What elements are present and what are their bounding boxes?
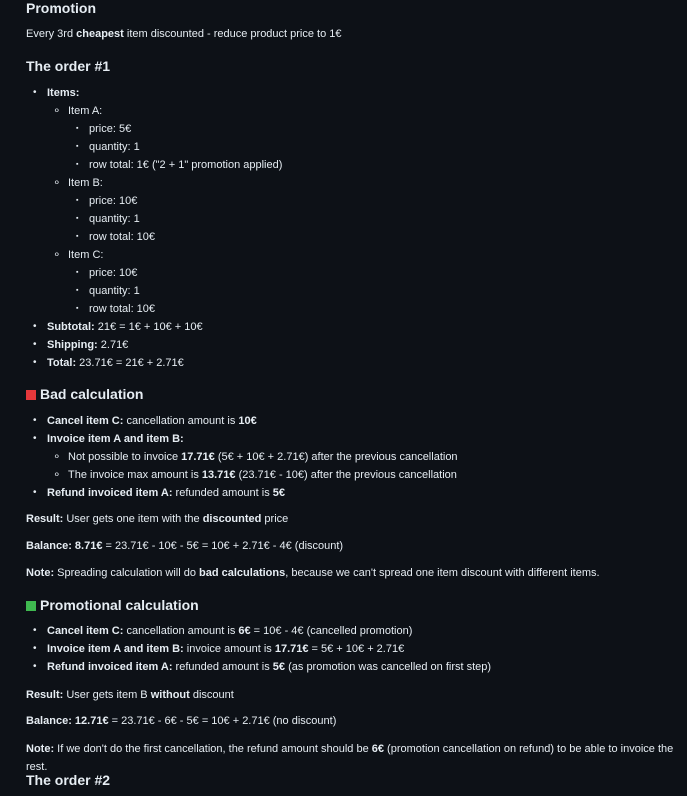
bad-invoice-sub1: ∘ Not possible to invoice 17.71€ (5€ + 10€ + 2.71€) after the previous cancellation (47, 448, 458, 466)
shipping-line: • Shipping: 2.71€ (26, 336, 282, 354)
order1-heading: The order #1 (26, 58, 111, 74)
item-a-quantity: ▪ quantity: 1 (68, 138, 282, 156)
item-a-row-total: ▪ row total: 1€ ("2 + 1" promotion applied) (68, 156, 282, 174)
item-c-price: ▪ price: 10€ (68, 264, 282, 282)
item-b: ∘ Item B: ▪ price: 10€ ▪ quantity: 1 ▪ row total: 10€ (47, 174, 282, 246)
good-invoice-line: • Invoice item A and item B: invoice amount is 17.71€ = 5€ + 10€ + 2.71€ (26, 640, 491, 658)
item-b-row-total: ▪ row total: 10€ (68, 228, 282, 246)
promotional-calculation-list (26, 622, 491, 676)
bad-cancel-line: • Cancel item C: cancellation amount is 10€ (26, 412, 458, 430)
bad-result: Result: User gets one item with the discounted price (26, 513, 289, 525)
subtotal-line: • Subtotal: 21€ = 1€ + 10€ + 10€ (26, 318, 282, 336)
good-balance: Balance: 12.71€ = 23.71€ - 6€ - 5€ = 10€ + 2.71€ (no discount) (26, 715, 337, 727)
good-refund-line: • Refund invoiced item A: refunded amount is 5€ (as promotion was cancelled on first step) (26, 658, 491, 676)
good-cancel-line: • Cancel item C: cancellation amount is 6€ = 10€ - 4€ (cancelled promotion) (26, 622, 491, 640)
order1-list (26, 84, 282, 372)
item-c: ∘ Item C: ▪ price: 10€ ▪ quantity: 1 ▪ row total: 10€ (47, 246, 282, 318)
item-a-price: ▪ price: 5€ (68, 120, 282, 138)
order2-heading: The order #2 (26, 772, 111, 788)
bad-refund-line: • Refund invoiced item A: refunded amount is 5€ (26, 484, 458, 502)
item-a: ∘ Item A: ▪ price: 5€ ▪ quantity: 1 ▪ row total: 1€ ("2 + 1" promotion applied) (47, 102, 282, 174)
green-square-icon (26, 601, 36, 611)
promotion-heading: Promotion (26, 0, 96, 16)
bad-calculation-heading: Bad calculation (26, 386, 143, 410)
items-sublist (47, 102, 282, 318)
bad-calculation-list (26, 412, 458, 502)
item-c-row-total: ▪ row total: 10€ (68, 300, 282, 318)
item-c-quantity: ▪ quantity: 1 (68, 282, 282, 300)
promotion-description: Every 3rd cheapest item discounted - reduce product price to 1€ (26, 28, 342, 40)
good-result: Result: User gets item B without discount (26, 689, 234, 701)
item-b-quantity: ▪ quantity: 1 (68, 210, 282, 228)
bad-invoice-line: • Invoice item A and item B: ∘ Not possible to invoice 17.71€ (5€ + 10€ + 2.71€) after the previous cancellation ∘ The invoice max amount is 13.71€ (23.71€ - 10€) after the previous cancellation (26, 430, 458, 484)
items-list-item: • Items: ∘ Item A: ▪ price: 5€ ▪ quantity: 1 ▪ row total: 1€ ("2 + 1" promotion applied) ∘ Item B: ▪ price: 10€ ▪ quantity: 1 ▪ row total: 10€ ∘ Item C: ▪ price: 10€ ▪ quantity: 1 ▪ row total: 10€ (26, 84, 282, 318)
total-line: • Total: 23.71€ = 21€ + 2.71€ (26, 354, 282, 372)
bad-note: Note: Spreading calculation will do bad calculations, because we can't spread one item discount with different items. (26, 567, 600, 579)
bad-invoice-sub2: ∘ The invoice max amount is 13.71€ (23.71€ - 10€) after the previous cancellation (47, 466, 458, 484)
bad-balance: Balance: 8.71€ = 23.71€ - 10€ - 5€ = 10€ + 2.71€ - 4€ (discount) (26, 540, 344, 552)
red-square-icon (26, 390, 36, 400)
good-note: Note: If we don't do the first cancellation, the refund amount should be 6€ (promotion cancellation on refund) to be able to invoice the rest. (26, 743, 674, 773)
item-b-price: ▪ price: 10€ (68, 192, 282, 210)
promotional-calculation-heading: Promotional calculation (26, 597, 199, 621)
